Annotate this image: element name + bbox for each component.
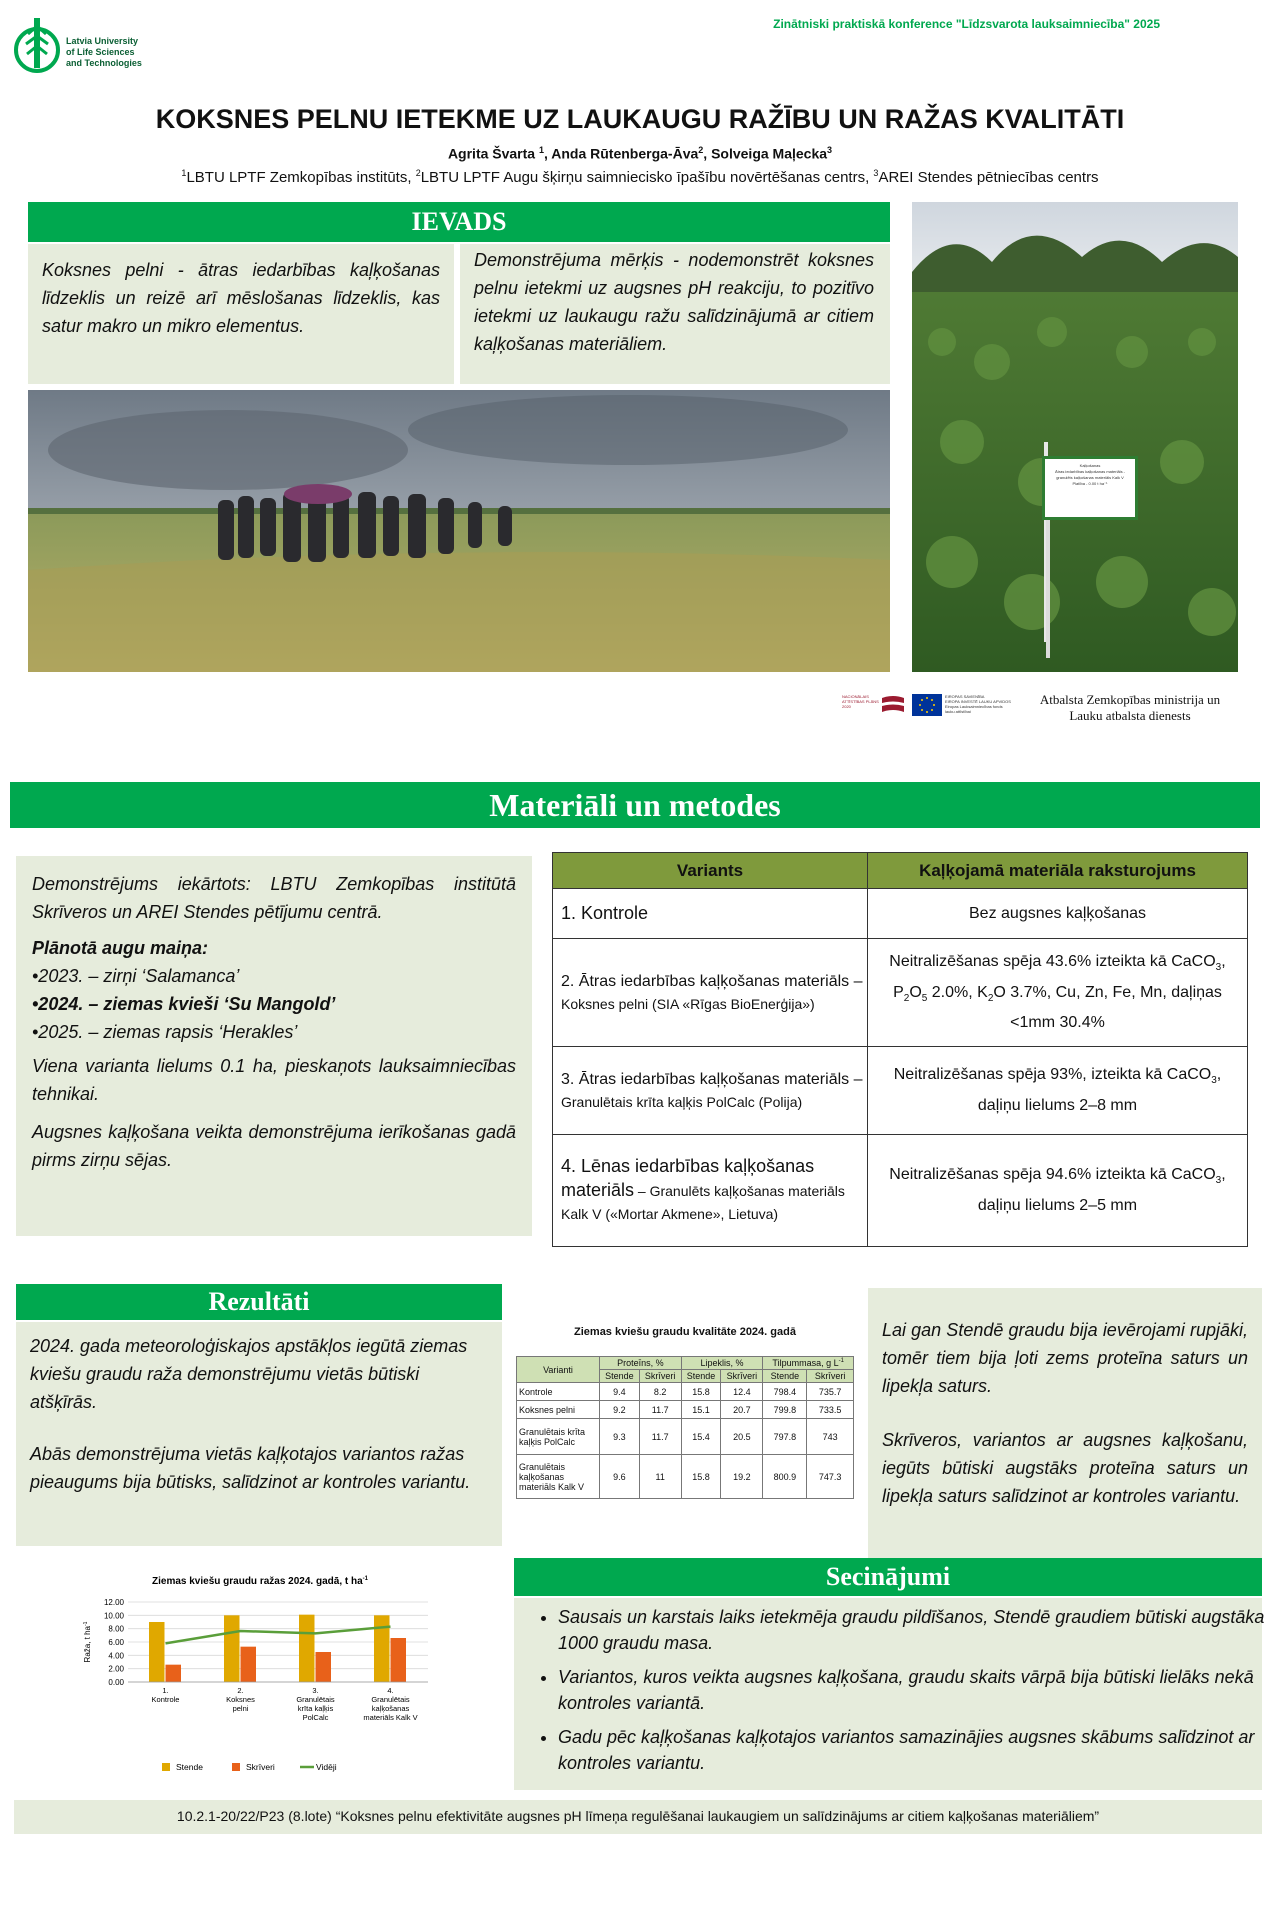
quality-table: Varianti Proteīns, % Lipeklis, % Tilpummasa, g $L^{-1}$ Stende Skrīveri Stende Skrīveri Stende Skrīveri Kontrole 9.4 8.2 15.8 12.4 798.4 735.7 Koksnes pelni 9.2 11.7 15.1 20.7 799.8 733.5 Granulētais krīta kaļķis PolCalc 9.3 11.7 15.4 20.5 797.8 743 Granulētais kaļķošanas materiāls Kalk V 9.6 11 15.8 19.2 800.9 747.3 xyxy=(516,1356,854,1499)
y-tick-label: 2.00 xyxy=(108,1664,124,1674)
field-sign: Kaļķošanas Ātras iedarbības kaļķošanas materiāls - granulēts kaļķošanas materiāls Kalk V Platība - 0.00 t ha⁻¹ xyxy=(1042,456,1138,520)
methods-heading: Materiāli un metodes xyxy=(10,782,1260,828)
table-row: 4. Lēnas iedarbības kaļķošanas materiāls – Granulēts kaļķošanas materiāls Kalk V («Mortar Akmene», Lietuva) Neitralizēšanas spēja 94.6% izteikta kā CaCO$_3$, daļiņu lielums 2–5 mm xyxy=(553,1135,1248,1247)
quality-table-title: Ziemas kviešu graudu kvalitāte 2024. gadā xyxy=(574,1326,796,1338)
project-footer xyxy=(14,1800,1262,1834)
conclusions-panel xyxy=(514,1598,1265,1790)
y-tick-label: 8.00 xyxy=(108,1624,124,1634)
bar-stende xyxy=(299,1615,315,1682)
list-item: • Gadu pēc kaļķošanas kaļķotajos variantos samazinājies augsnes skābums salīdzinot ar kontroles variantu. xyxy=(558,1724,1280,1776)
liming-time: Augsnes kaļķošana veikta demonstrējuma ierīkošanas gadā pirms zirņu sējas. xyxy=(32,1122,516,1170)
university-logo xyxy=(14,14,164,84)
y-axis-label: Raža, t $ha^{-1}$ xyxy=(83,1621,92,1663)
y-tick-label: 10.00 xyxy=(103,1611,124,1621)
conference-title: Zinātniski praktiskā konference "Līdzsvarota lauksaimniecība" 2025 xyxy=(773,17,1160,31)
rotation-2025: •2025. – ziemas rapsis ‘Herakles’ xyxy=(32,1022,298,1042)
legend-label: Vidēji xyxy=(316,1762,337,1772)
project-footer-text: 10.2.1-20/22/P23 (8.lote) “Koksnes pelnu efektivitāte augsnes pH līmeņa regulēšanai laukaugiem un salīdzinājums ar citiem kaļķošanas materiāliem” xyxy=(176,1808,1100,1824)
table-row: 3. Ātras iedarbības kaļķošanas materiāls – Granulētais krīta kaļķis PolCalc (Polija) Neitralizēšanas spēja 93%, izteikta kā CaCO$_3$, daļiņu lielums 2–8 mm xyxy=(553,1047,1248,1135)
table-row: 2. Ātras iedarbības kaļķošanas materiāls – Koksnes pelni (SIA «Rīgas BioEnerģija») Neitralizēšanas spēja 43.6% izteikta kā CaCO$_3$, $P_2O_5$ 2.0%, $K_2O$ 3.7%, Cu, Zn, Fe, Mn, daļiņas <1mm 30.4% xyxy=(553,939,1248,1047)
list-item: • Sausais un karstais laiks ietekmēja graudu pildīšanos, Stendē graudiem būtiski augstāka 1000 graudu masa. xyxy=(558,1604,1280,1656)
bar-skrīveri xyxy=(391,1638,407,1682)
authors: Agrita Švarta $^1$, Anda Rūtenberga-Āva$^2$, Solveiga Maļecka$^3$ xyxy=(447,145,833,162)
results-p1: 2024. gada meteoroloģiskajos apstākļos iegūtā ziemas kviešu graudu raža demonstrējumu vietās būtiski atšķīrās. xyxy=(30,1336,468,1412)
poster-title: KOKSNES PELNU IETEKME UZ LAUKAUGU RAŽĪBU UN RAŽAS KVALITĀTI xyxy=(155,104,1125,134)
intro-left-text: Koksnes pelni - ātras iedarbības kaļķošanas līdzeklis un reizē arī mēslošanas līdzeklis, kas satur makro un mikro elementus. xyxy=(42,260,440,336)
discussion-panel xyxy=(868,1288,1262,1558)
latvia-plan-logo: NACIONĀLAIS ATTĪSTĪBAS PLĀNS 2020 xyxy=(842,692,906,722)
plot-size: Viena varianta lielums 0.1 ha, pieskaņots lauksaimniecības tehnikai. xyxy=(32,1056,516,1104)
field-visit-photo xyxy=(28,390,890,672)
discussion-p2: Skrīveros, variantos ar augsnes kaļķošanu, iegūts būtiski augstāks proteīna saturs un lipekļa saturs salīdzinot ar kontroles variantu. xyxy=(882,1430,1248,1506)
materials-table-header xyxy=(553,853,1248,889)
y-tick-label: 0.00 xyxy=(108,1678,124,1687)
materials-table xyxy=(552,852,1248,1247)
methods-panel xyxy=(16,856,532,1236)
rotation-2023: •2023. – zirņi ‘Salamanca’ xyxy=(32,966,240,986)
rotation-title: Plānotā augu maiņa: xyxy=(32,938,209,958)
col-characteristic: Kaļķojamā materiāla raksturojums xyxy=(868,853,1248,889)
intro-left-panel xyxy=(28,244,454,384)
table-row: Kontrole 9.4 8.2 15.8 12.4 798.4 735.7 xyxy=(517,1383,854,1401)
x-tick-label: 3. Granulētais krīta kaļķis PolCalc xyxy=(296,1686,335,1722)
logo-line-3: and Technologies xyxy=(66,58,142,68)
intro-heading: IEVADS xyxy=(28,202,890,242)
university-emblem-icon xyxy=(14,14,60,80)
methods-location: Demonstrējums iekārtots: LBTU Zemkopības institūtā Skrīveros un AREI Stendes pētījumu centrā. xyxy=(32,874,516,922)
logo-line-1: Latvia University xyxy=(66,36,139,46)
results-panel xyxy=(16,1322,502,1546)
table-row: Granulētais kaļķošanas materiāls Kalk V 9.6 11 15.8 19.2 800.9 747.3 xyxy=(517,1455,854,1499)
rotation-2024: •2024. – ziemas kvieši ‘Su Mangold’ xyxy=(32,994,336,1014)
y-tick-label: 6.00 xyxy=(108,1638,124,1647)
table-row: 1. Kontrole Bez augsnes kaļķošanas xyxy=(553,889,1248,939)
legend-swatch-stende xyxy=(162,1763,170,1771)
logo-line-2: of Life Sciences xyxy=(66,47,135,57)
series-line-videji xyxy=(166,1627,391,1644)
x-tick-label: 4. Granulētais kaļķošanas materiāls Kalk V xyxy=(363,1686,418,1722)
x-tick-label: 2. Koksnes pelni xyxy=(226,1686,255,1713)
intro-right-panel xyxy=(460,244,890,384)
results-p2: Abās demonstrējuma vietās kaļķotajos variantos ražas pieaugums bija būtisks, salīdzinot ar kontroles variantu. xyxy=(30,1444,471,1492)
table-row: Koksnes pelni 9.2 11.7 15.1 20.7 799.8 733.5 xyxy=(517,1401,854,1419)
y-tick-label: 12.00 xyxy=(103,1598,124,1607)
bar-stende xyxy=(224,1615,240,1682)
support-text: Atbalsta Zemkopības ministrija un Lauku atbalsta dienests xyxy=(1039,692,1221,723)
legend-label: Skrīveri xyxy=(246,1762,275,1772)
y-tick-label: 4.00 xyxy=(108,1651,124,1661)
yield-chart xyxy=(80,1570,440,1784)
results-heading: Rezultāti xyxy=(16,1284,502,1320)
eu-logo: EIROPAS SAVIENĪBA EIROPA INVESTĒ LAUKU APVIDOS Eiropas Lauksaimniecības fonds lauku attīstībai xyxy=(912,694,1012,724)
rapeseed-field-photo xyxy=(912,202,1238,672)
bar-stende xyxy=(374,1615,390,1682)
bar-skrīveri xyxy=(241,1647,257,1682)
latvia-flag-icon xyxy=(880,694,906,716)
bar-stende xyxy=(149,1622,165,1682)
conclusions-list xyxy=(514,1604,1280,1776)
list-item: • Variantos, kuros veikta augsnes kaļķošana, graudu skaits vārpā bija būtiski lielāks nekā kontroles variantā. xyxy=(558,1664,1280,1716)
methods-text xyxy=(32,870,516,1174)
table-row: Granulētais krīta kaļķis PolCalc 9.3 11.7 15.4 20.5 797.8 743 xyxy=(517,1419,854,1455)
affiliations: $^1$LBTU LPTF Zemkopības institūts, $^2$LBTU LPTF Augu šķirņu saimniecisko īpašību novērtēšanas centrs, $^3$AREI Stendes pētniecības centrs xyxy=(181,168,1099,186)
yield-chart-svg xyxy=(80,1570,440,1784)
conclusions-heading: Secinājumi xyxy=(514,1558,1262,1596)
bar-skrīveri xyxy=(166,1665,182,1682)
legend-swatch-skrīveri xyxy=(232,1763,240,1771)
legend-label: Stende xyxy=(176,1762,203,1772)
col-variant: Variants xyxy=(553,853,868,889)
eu-flag-icon xyxy=(912,694,942,716)
intro-right-text: Demonstrējuma mērķis - nodemonstrēt koksnes pelnu ietekmi uz augsnes pH reakciju, to pozitīvo ietekmi uz laukaugu ražu salīdzinājumā ar citiem kaļķošanas materiāliem. xyxy=(474,250,874,354)
discussion-p1: Lai gan Stendē graudu bija ievērojami rupjāki, tomēr tiem bija ļoti zems proteīna saturs un lipekļa saturs. xyxy=(882,1320,1248,1396)
chart-title: Ziemas kviešu graudu ražas 2024. gadā, t $ha^{-1}$ xyxy=(152,1576,368,1587)
bar-skrīveri xyxy=(316,1652,332,1682)
x-tick-label: 1. Kontrole xyxy=(151,1686,180,1704)
